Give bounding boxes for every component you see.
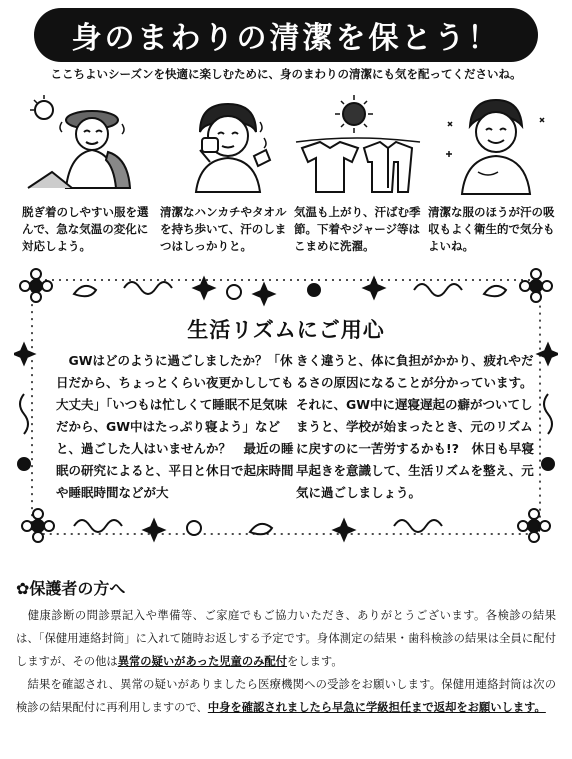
hot-child-illustration xyxy=(22,92,150,198)
tip-laundry: 気温も上がり、汗ばむ季節。下着やジャージ等はこまめに洗濯。 xyxy=(294,205,421,253)
tip-clean-clothes: 清潔な服のほうが汗の吸収もよく衛生的で気分もよいね。 xyxy=(428,205,555,253)
tip-clothing: 脱ぎ着のしやすい服を選んで、急な気温の変化に対応しよう。 xyxy=(22,205,149,253)
underlined-note: 異常の疑いがあった児童のみ配付 xyxy=(117,655,288,668)
guardian-paragraph-2: 結果を確認され、異常の疑いがありましたら医療機関への受診をお願いします。保健用連絡封筒は次の検診の結果配付に再利用しますので、中身を確認されましたら早急に学級担任まで返却をお願いします。 xyxy=(16,678,556,714)
rhythm-title: 生活リズムにご用心 xyxy=(187,318,385,342)
rhythm-text-left: GWはどのように過ごしましたか？「休日だから、ちょっとくらい夜更かししても大丈夫」「いつもは忙しくて睡眠不足気味だから、GW中はたっぷり寝よう」などと、過ごした人はいませんか？ 最近の睡眠の研究によると、平日と休日で起床時間や睡眠時間などが大 xyxy=(56,353,294,500)
page-subtitle: ここちよいシーズンを快適に楽しむために、身のまわりの清潔にも気を配ってくださいね。 xyxy=(50,67,522,81)
guardian-heading: ✿保護者の方へ xyxy=(16,579,126,598)
tip-handkerchief: 清潔なハンカチやタオルを持ち歩いて、汗のしまつはしっかりと。 xyxy=(160,205,287,253)
guardian-body xyxy=(16,604,556,719)
flower-icon xyxy=(20,269,52,302)
guardian-paragraph-1: 健康診断の問診票記入や準備等、ご家庭でもご協力いただき、ありがとうございます。各検診の結果は、「保健用連絡封筒」に入れて随時お返しする予定です。身体測定の結果・歯科検診の結果は全員に配付しますが、その他は異常の疑いがあった児童のみ配付をします。 xyxy=(16,609,556,668)
rhythm-text-right: きく違うと、体に負担がかかり、疲れやだるさの原因になることが分かっています。それに、GW中に遅寝遅起の癖がついてしまうと、学校が始まったとき、元のリズムに戻すのに一苦労するかも!? 休日も早寝早起きを意識して、生活リズムを整え、元気に過ごしましょう。 xyxy=(296,353,534,500)
underlined-request: 中身を確認されましたら早急に学級担任まで返却をお願いします。 xyxy=(207,701,546,714)
bird-icon xyxy=(74,286,96,296)
title-banner xyxy=(34,8,538,62)
handkerchief-illustration xyxy=(160,92,288,198)
happy-child-illustration xyxy=(428,92,556,198)
page-title: 身のまわりの清潔を保とう！ xyxy=(71,21,501,56)
laundry-illustration xyxy=(294,92,422,198)
sparkle-icon xyxy=(194,278,214,298)
